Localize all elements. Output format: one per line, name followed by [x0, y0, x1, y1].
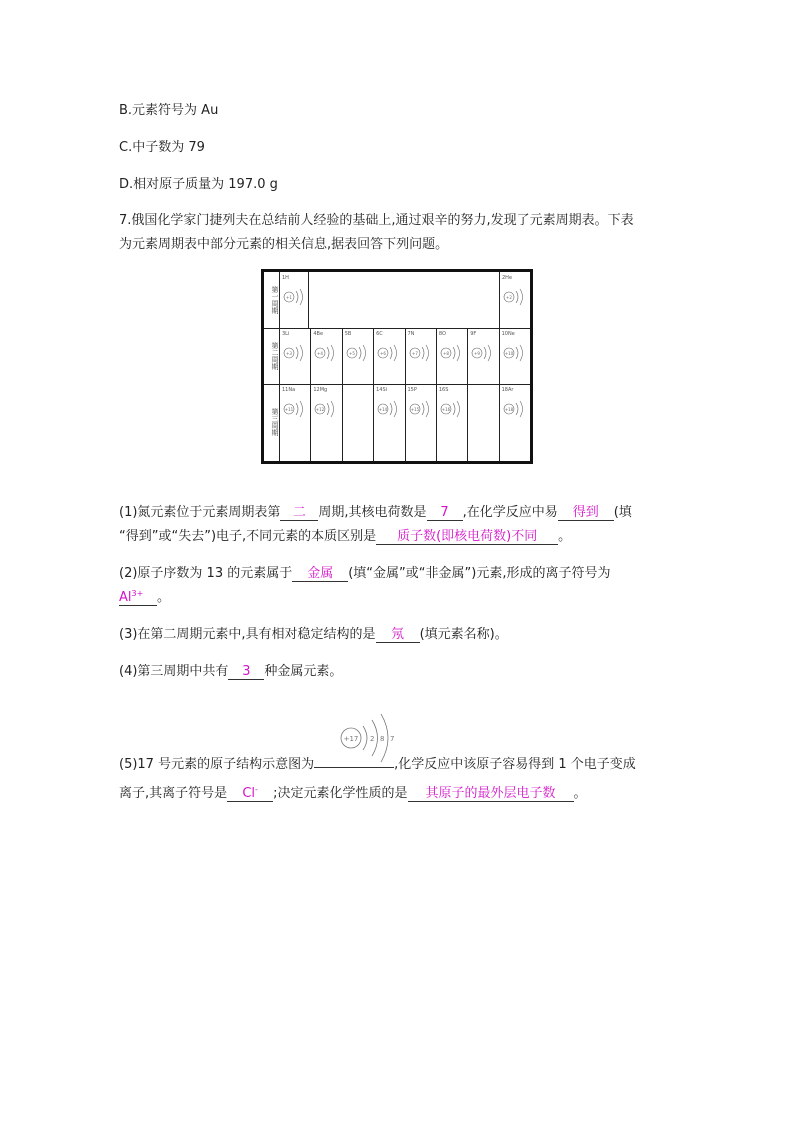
q2-text-1: (2)原子序数为 13 的元素属于: [119, 566, 293, 581]
element-label-p2-3: 6C: [376, 331, 383, 337]
element-label-h: 1H: [282, 275, 289, 281]
q4-text-2: 种金属元素。: [264, 664, 343, 679]
q5-ion-charge: -: [255, 785, 258, 794]
chlorine-nucleus-label: +17: [343, 735, 359, 743]
q1-line-2: [119, 529, 571, 545]
shell-2-count: 8: [380, 735, 385, 743]
q5-text-2: ,化学反应中该原子容易得到 1 个电子变成: [394, 757, 636, 772]
q5-line-2: [119, 786, 587, 802]
q1-text-5: “得到”或“失去”)电子,不同元素的本质区别是: [119, 529, 377, 544]
q2-answer-ion: [119, 590, 157, 606]
element-label-p2-0: 3Li: [282, 331, 290, 337]
atom-diagram-p3-5: [502, 398, 528, 420]
svg-text:+10: +10: [504, 351, 513, 356]
q5-answer-ion: [227, 786, 273, 802]
q2-text-3: 。: [157, 590, 171, 605]
q2-line-1: [119, 566, 610, 582]
q1-text-6: 。: [558, 529, 572, 544]
atom-diagram-he: [502, 286, 528, 308]
svg-text:+11: +11: [284, 407, 294, 412]
atom-diagram-p2-7: [502, 342, 528, 364]
q5-ion-symbol: Cl: [242, 786, 256, 801]
atom-diagram-p3-0: [282, 398, 308, 420]
q1-text-4: (填: [613, 505, 632, 520]
element-label-p3-3: 15P: [407, 387, 417, 393]
period-3-label: 第三周期: [271, 408, 279, 436]
svg-text:+2: +2: [506, 295, 512, 300]
q1-answer-period: 二: [280, 505, 318, 521]
element-label-p2-7: 10Ne: [501, 331, 515, 337]
atom-diagram-p2-0: [282, 342, 308, 364]
atom-diagram-h: [282, 286, 308, 308]
q1-text-1: (1)氮元素位于元素周期表第: [119, 505, 281, 520]
period-2-label: 第二周期: [271, 342, 279, 370]
shell-1-count: 2: [370, 735, 375, 743]
shell-3-count: 7: [390, 735, 395, 743]
svg-text:+9: +9: [474, 351, 481, 356]
q3-answer: 氖: [376, 627, 420, 643]
atom-diagram-p2-5: [439, 342, 465, 364]
q4-line: [119, 664, 342, 680]
svg-text:+7: +7: [411, 351, 418, 356]
q3-text-1: (3)在第二周期元素中,具有相对稳定结构的是: [119, 627, 376, 642]
atom-diagram-p3-2: [376, 398, 402, 420]
svg-text:+15: +15: [410, 407, 419, 412]
atom-diagram-p3-4: [439, 398, 465, 420]
element-label-p3-1: 12Mg: [313, 387, 328, 393]
q2-answer-type: 金属: [292, 566, 348, 582]
q1-answer-charge: 7: [427, 505, 463, 521]
atom-diagram-p2-3: [376, 342, 402, 364]
q5-text-3: 离子,其离子符号是: [119, 786, 228, 801]
q5-text-5: 。: [573, 786, 587, 801]
period-1-label: 第一周期: [271, 286, 279, 314]
q5-diagram-blank: [314, 755, 394, 768]
q5-answer-determinant: 其原子的最外层电子数: [408, 786, 574, 802]
element-label-p2-5: 8O: [438, 331, 446, 337]
q4-answer: 3: [228, 664, 264, 680]
element-label-p3-4: 16S: [438, 387, 449, 393]
q2-ion-charge: 3+: [131, 589, 144, 598]
q1-answer-gain: 得到: [558, 505, 614, 521]
atom-diagram-p2-1: [313, 342, 339, 364]
q2-ion-symbol: Al: [119, 590, 132, 605]
atom-diagram-p2-2: [345, 342, 371, 364]
q2-text-2: (填“金属”或“非金属”)元素,形成的离子符号为: [348, 566, 611, 581]
svg-text:+5: +5: [348, 351, 355, 356]
q3-line: [119, 627, 508, 643]
atom-diagram-p2-6: [470, 342, 496, 364]
element-label-p3-2: 14Si: [376, 387, 388, 393]
option-d: D.相对原子质量为 197.0 g: [119, 177, 278, 192]
svg-text:+18: +18: [504, 407, 513, 412]
svg-text:+12: +12: [316, 407, 325, 412]
atom-diagram-p2-4: [408, 342, 434, 364]
periodic-table: [261, 269, 533, 464]
element-label-p2-2: 5B: [344, 331, 352, 337]
option-b: B.元素符号为 Au: [119, 103, 219, 118]
q1-answer-difference: 质子数(即核电荷数)不同: [376, 529, 558, 545]
q5-text-1: (5)17 号元素的原子结构示意图为: [119, 757, 315, 772]
q2-line-2: [119, 590, 170, 606]
q3-text-2: (填元素名称)。: [419, 627, 508, 642]
element-label-p2-4: 7N: [407, 331, 415, 337]
question-line-1: 7.俄国化学家门捷列夫在总结前人经验的基础上,通过艰辛的努力,发现了元素周期表。下表: [119, 213, 634, 228]
q5-line-1: [119, 755, 636, 773]
element-label-p3-5: 18Ar: [501, 387, 514, 393]
svg-text:+16: +16: [441, 407, 451, 412]
q1-line-1: [119, 505, 632, 521]
svg-text:+3: +3: [286, 351, 292, 356]
element-label-he: 2He: [502, 275, 513, 281]
q1-text-3: ,在化学反应中易: [462, 505, 558, 520]
atom-diagram-p3-1: [313, 398, 339, 420]
svg-text:+4: +4: [317, 351, 324, 356]
svg-text:+6: +6: [380, 351, 387, 356]
atom-diagram-p3-3: [408, 398, 434, 420]
svg-text:+14: +14: [378, 407, 388, 412]
q4-text-1: (4)第三周期中共有: [119, 664, 229, 679]
option-c: C.中子数为 79: [119, 140, 205, 155]
element-label-p3-0: 11Na: [282, 387, 296, 393]
question-line-2: 为元素周期表中部分元素的相关信息,据表回答下列问题。: [119, 237, 449, 252]
q1-text-2: 周期,其核电荷数是: [318, 505, 427, 520]
svg-text:+1: +1: [286, 295, 292, 300]
element-label-p2-1: 4Be: [313, 331, 324, 337]
svg-text:+8: +8: [442, 351, 449, 356]
element-label-p2-6: 9F: [470, 331, 477, 337]
q5-text-4: ;决定元素化学性质的是: [273, 786, 408, 801]
